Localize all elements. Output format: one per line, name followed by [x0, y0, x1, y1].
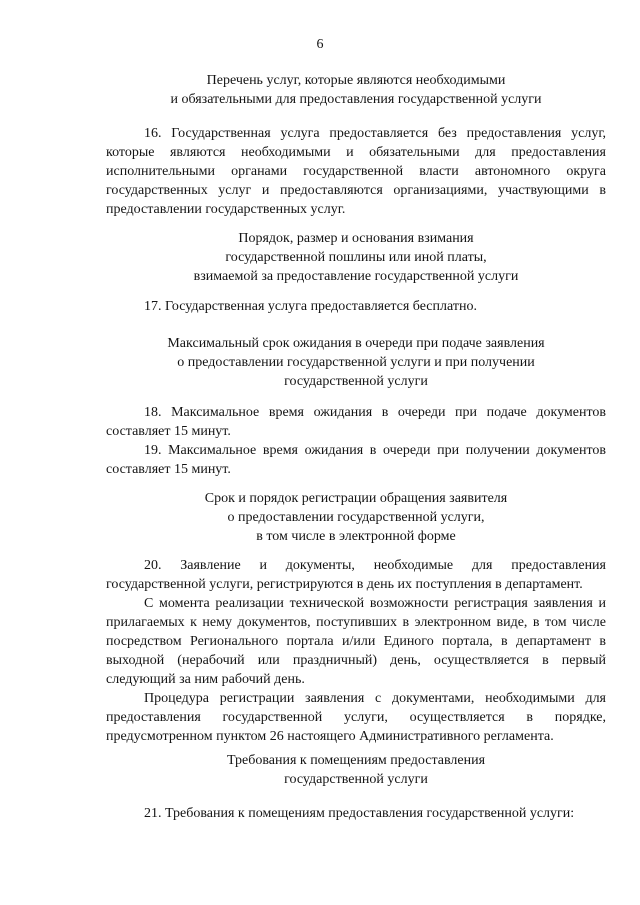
heading-line: о предоставлении государственной услуги и при получении — [177, 355, 535, 370]
heading-line: и обязательными для предоставления государственной услуги — [170, 92, 542, 107]
paragraph-18: 18. Максимальное время ожидания в очереди при подаче документов составляет 15 минут. — [106, 405, 606, 439]
heading-line: государственной услуги — [284, 374, 428, 389]
section-heading — [106, 334, 606, 391]
heading-line: Максимальный срок ожидания в очереди при подаче заявления — [167, 336, 545, 351]
page-number: 6 — [316, 37, 324, 52]
section-heading — [106, 229, 606, 286]
heading-line: Срок и порядок регистрации обращения заявителя — [204, 491, 508, 506]
heading-line: Перечень услуг, которые являются необходимыми — [206, 73, 506, 88]
heading-line: взимаемой за предоставление государственной услуги — [193, 269, 519, 284]
section-heading — [106, 751, 606, 789]
heading-line: государственной услуги — [284, 772, 428, 787]
section-body — [106, 124, 606, 219]
paragraph-21: 21. Требования к помещениям предоставления государственной услуги: — [144, 806, 575, 821]
heading-line: государственной пошлины или иной платы, — [225, 250, 487, 265]
heading-line: Требования к помещениям предоставления — [226, 753, 486, 768]
paragraph-20-electronic: С момента реализации технической возможности регистрация заявления и прилагаемых к нему документов, поступивших в электронном виде, в том числе посредством Регионального портала и/или Единого портала, в департамент в выходной (нерабочий или праздничный) день, осуществляется в первый следующий за ним рабочий день. — [106, 596, 606, 687]
heading-line: о предоставлении государственной услуги, — [227, 510, 485, 525]
paragraph-20-procedure: Процедура регистрации заявления с документами, необходимыми для предоставления государственной услуги, осуществляется в порядке, предусмотренном пунктом 26 настоящего Административного регламента. — [106, 691, 606, 744]
section-body — [106, 804, 606, 823]
heading-line: в том числе в электронной форме — [256, 529, 456, 544]
section-body — [106, 403, 606, 479]
paragraph-16: 16. Государственная услуга предоставляется без предоставления услуг, которые являются необходимыми и обязательными для предоставления исполнительными органами государственной власти автономного округа государственных услуг и предоставляются организациями, участвующими в предоставлении государственных услуг. — [106, 126, 606, 217]
paragraph-19: 19. Максимальное время ожидания в очереди при получении документов составляет 15 минут. — [106, 443, 606, 477]
section-heading — [106, 489, 606, 546]
section-body — [106, 297, 606, 316]
heading-line: Порядок, размер и основания взимания — [238, 231, 474, 246]
paragraph-17: 17. Государственная услуга предоставляется бесплатно. — [144, 299, 477, 314]
section-body — [106, 556, 606, 746]
paragraph-20: 20. Заявление и документы, необходимые для предоставления государственной услуги, регистрируются в день их поступления в департамент. — [106, 558, 606, 592]
section-heading — [106, 71, 606, 109]
